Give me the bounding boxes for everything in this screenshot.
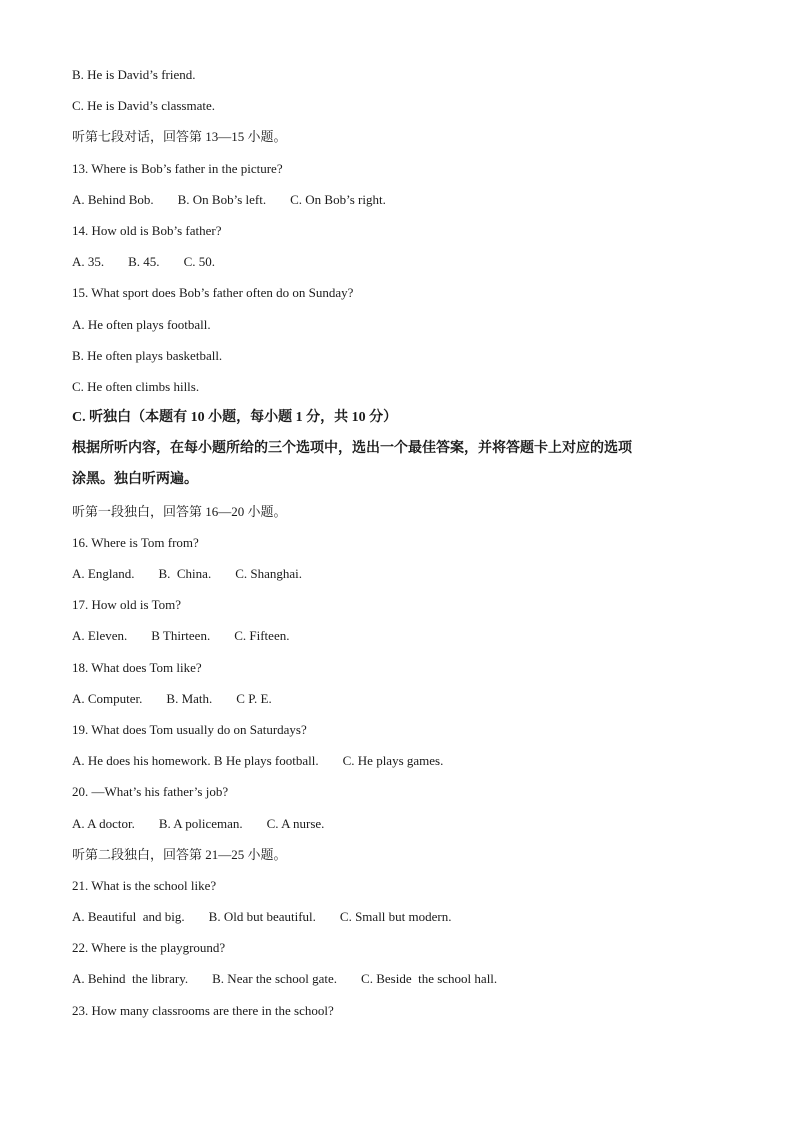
instruction-text: 听第二段独白，回答第 21—25 小题。 bbox=[72, 846, 287, 862]
answer-options-row bbox=[72, 968, 732, 999]
instruction-text: 涂黑。独白听两遍。 bbox=[72, 472, 198, 488]
answer-option: A. Behind the library. bbox=[72, 971, 189, 987]
answer-option: A. He often plays football. bbox=[72, 316, 211, 332]
answer-option: C. Beside the school hall. bbox=[361, 971, 498, 987]
question-text: 22. Where is the playground? bbox=[72, 940, 226, 956]
answer-option: C. On Bob’s right. bbox=[290, 191, 386, 207]
answer-option: B. He is David’s friend. bbox=[72, 67, 196, 82]
answer-option: B. Old but beautiful. bbox=[208, 909, 316, 925]
answer-option: C. A nurse. bbox=[266, 815, 325, 831]
instruction-text: 听第七段对话，回答第 13—15 小题。 bbox=[72, 129, 287, 145]
answer-options-row bbox=[72, 625, 732, 656]
question-text: 17. How old is Tom? bbox=[72, 597, 181, 613]
question-text: 13. Where is Bob’s father in the picture? bbox=[72, 160, 283, 176]
question-text: 23. How many classrooms are there in the school? bbox=[72, 1002, 334, 1018]
question-text: 15. What sport does Bob’s father often do on Sunday? bbox=[72, 285, 354, 301]
answer-option: C. He plays games. bbox=[342, 753, 444, 769]
answer-option: A. 35. bbox=[72, 254, 105, 270]
answer-options-row bbox=[72, 813, 732, 844]
question-text: 14. How old is Bob’s father? bbox=[72, 222, 222, 238]
instruction-text: 根据所听内容，在每小题所给的三个选项中，选出一个最佳答案，并将答题卡上对应的选项 bbox=[72, 441, 632, 457]
answer-option: B. Math. bbox=[166, 690, 213, 706]
answer-option: C P. E. bbox=[236, 690, 272, 706]
answer-option: A. England. bbox=[72, 566, 135, 581]
question-text: 20. —What’s his father’s job? bbox=[72, 784, 229, 800]
question-text: 21. What is the school like? bbox=[72, 877, 217, 893]
answer-option: B. A policeman. bbox=[158, 815, 243, 831]
answer-option: B. China. bbox=[158, 566, 212, 581]
answer-option: A. Beautiful and big. bbox=[72, 909, 185, 925]
answer-option: B. He often plays basketball. bbox=[72, 347, 223, 363]
question-text: 18. What does Tom like? bbox=[72, 659, 202, 675]
instruction-text: 听第一段独白，回答第 16—20 小题。 bbox=[72, 503, 287, 519]
answer-options-row bbox=[72, 688, 732, 719]
answer-options-row bbox=[72, 906, 732, 937]
answer-option: A. Behind Bob. bbox=[72, 191, 154, 207]
answer-options-row bbox=[72, 750, 732, 781]
answer-option: A. Computer. bbox=[72, 690, 143, 706]
answer-options-row bbox=[72, 251, 732, 282]
answer-option: A. Eleven. bbox=[72, 628, 128, 644]
answer-option: A. He does his homework. B He plays football. bbox=[72, 753, 319, 769]
answer-option: B. Near the school gate. bbox=[212, 971, 338, 987]
answer-option: A. A doctor. bbox=[72, 815, 135, 831]
answer-option: C. He is David’s classmate. bbox=[72, 98, 215, 114]
question-text: 19. What does Tom usually do on Saturdays? bbox=[72, 721, 307, 737]
answer-option: C. Small but modern. bbox=[339, 909, 452, 925]
answer-options-row bbox=[72, 563, 732, 594]
answer-option: B Thirteen. bbox=[151, 628, 211, 644]
exam-page bbox=[72, 64, 732, 1031]
answer-option: B. 45. bbox=[128, 254, 160, 270]
answer-option: C. Fifteen. bbox=[234, 628, 290, 644]
answer-option: C. He often climbs hills. bbox=[72, 378, 200, 394]
answer-option: B. On Bob’s left. bbox=[177, 191, 267, 207]
answer-option: C. Shanghai. bbox=[235, 566, 303, 581]
question-text: 16. Where is Tom from? bbox=[72, 534, 199, 550]
section-heading: C. 听独白（本题有 10 小题，每小题 1 分，共 10 分） bbox=[72, 410, 398, 426]
answer-option: C. 50. bbox=[183, 254, 215, 270]
answer-options-row bbox=[72, 189, 732, 220]
